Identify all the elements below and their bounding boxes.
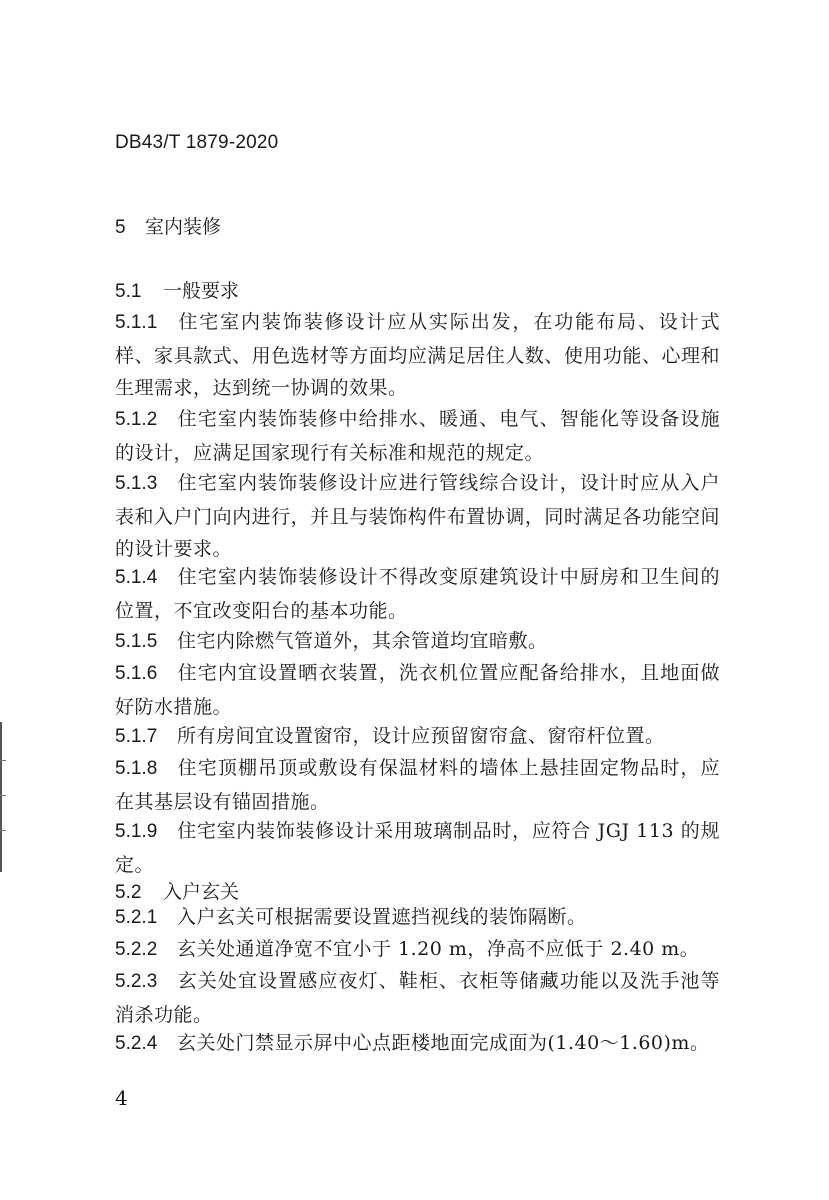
- clause-text: 住宅室内装饰装修设计应从实际出发，在功能布局、设计式样、家具款式、用色选材等方面均应满足居住人数、使用功能、心理和生理需求，达到统一协调的效果。: [115, 311, 720, 399]
- clause-number: 5.1.8: [115, 758, 158, 779]
- clause-text: 住宅顶棚吊顶或敷设有保温材料的墙体上悬挂固定物品时，应在其基层设有锚固措施。: [115, 757, 720, 813]
- clause-text: 玄关处宜设置感应夜灯、鞋柜、衣柜等储藏功能以及洗手池等消杀功能。: [115, 970, 720, 1026]
- page-number: 4: [115, 1086, 128, 1110]
- clause-text: 住宅内除燃气管道外，其余管道均宜暗敷。: [177, 630, 548, 652]
- subsection-title: 入户玄关: [163, 881, 240, 903]
- clause-text: 住宅室内装饰装修中给排水、暖通、电气、智能化等设备设施的设计，应满足国家现行有关标准和规范的规定。: [115, 408, 720, 464]
- clause-number: 5.1.9: [115, 821, 158, 842]
- binding-tick: [0, 830, 6, 831]
- clause-number: 5.1.3: [115, 473, 158, 494]
- clause-text: 住宅室内装饰装修设计采用玻璃制品时，应符合 JGJ 113 的规定。: [115, 820, 720, 876]
- clause-text: 所有房间宜设置窗帘，设计应预留窗帘盒、窗帘杆位置。: [177, 725, 665, 747]
- binding-margin-line: [0, 722, 2, 872]
- clause-text: 住宅室内装饰装修设计不得改变原建筑设计中厨房和卫生间的位置，不宜改变阳台的基本功能。: [115, 566, 720, 622]
- clause: [115, 561, 720, 627]
- clause-number: 5.2.4: [115, 1033, 158, 1054]
- clause-number: 5.1.6: [115, 663, 158, 684]
- subsection-number: 5.2: [115, 882, 142, 903]
- clause: [115, 657, 720, 723]
- clause: [115, 752, 720, 818]
- section-title: 室内装修: [145, 216, 222, 238]
- clause-number: 5.1.7: [115, 726, 158, 747]
- clause: [115, 306, 720, 405]
- clause: [115, 1027, 720, 1061]
- section-heading: [115, 212, 221, 239]
- clause-text: 住宅室内装饰装修设计应进行管线综合设计，设计时应从入户表和入户门向内进行，并且与装饰构件布置协调，同时满足各功能空间的设计要求。: [115, 472, 720, 560]
- clause: [115, 403, 720, 469]
- clause-number: 5.1.4: [115, 567, 158, 588]
- clause-number: 5.1.2: [115, 409, 158, 430]
- clause: [115, 720, 720, 754]
- clause: [115, 933, 720, 967]
- clause-text: 玄关处门禁显示屏中心点距楼地面完成面为(1.40～1.60)m。: [177, 1032, 710, 1054]
- clause: [115, 815, 720, 881]
- section-number: 5: [115, 217, 126, 238]
- subsection-heading: [115, 276, 239, 303]
- document-code: DB43/T 1879-2020: [115, 132, 279, 153]
- subsection-heading: [115, 877, 239, 904]
- clause: [115, 467, 720, 566]
- clause: [115, 625, 720, 659]
- clause-number: 5.1.1: [115, 312, 158, 333]
- clause-text: 住宅内宜设置晒衣装置，洗衣机位置应配备给排水，且地面做好防水措施。: [115, 662, 720, 718]
- subsection-title: 一般要求: [163, 280, 240, 302]
- clause: [115, 901, 720, 935]
- clause-number: 5.2.2: [115, 939, 158, 960]
- binding-tick: [0, 795, 6, 796]
- clause-text: 入户玄关可根据需要设置遮挡视线的装饰隔断。: [177, 906, 587, 928]
- clause-number: 5.2.3: [115, 971, 158, 992]
- binding-tick: [0, 760, 6, 761]
- clause-number: 5.2.1: [115, 907, 158, 928]
- clause: [115, 965, 720, 1031]
- subsection-number: 5.1: [115, 281, 142, 302]
- clause-number: 5.1.5: [115, 631, 158, 652]
- clause-text: 玄关处通道净宽不宜小于 1.20 m，净高不应低于 2.40 m。: [177, 938, 700, 960]
